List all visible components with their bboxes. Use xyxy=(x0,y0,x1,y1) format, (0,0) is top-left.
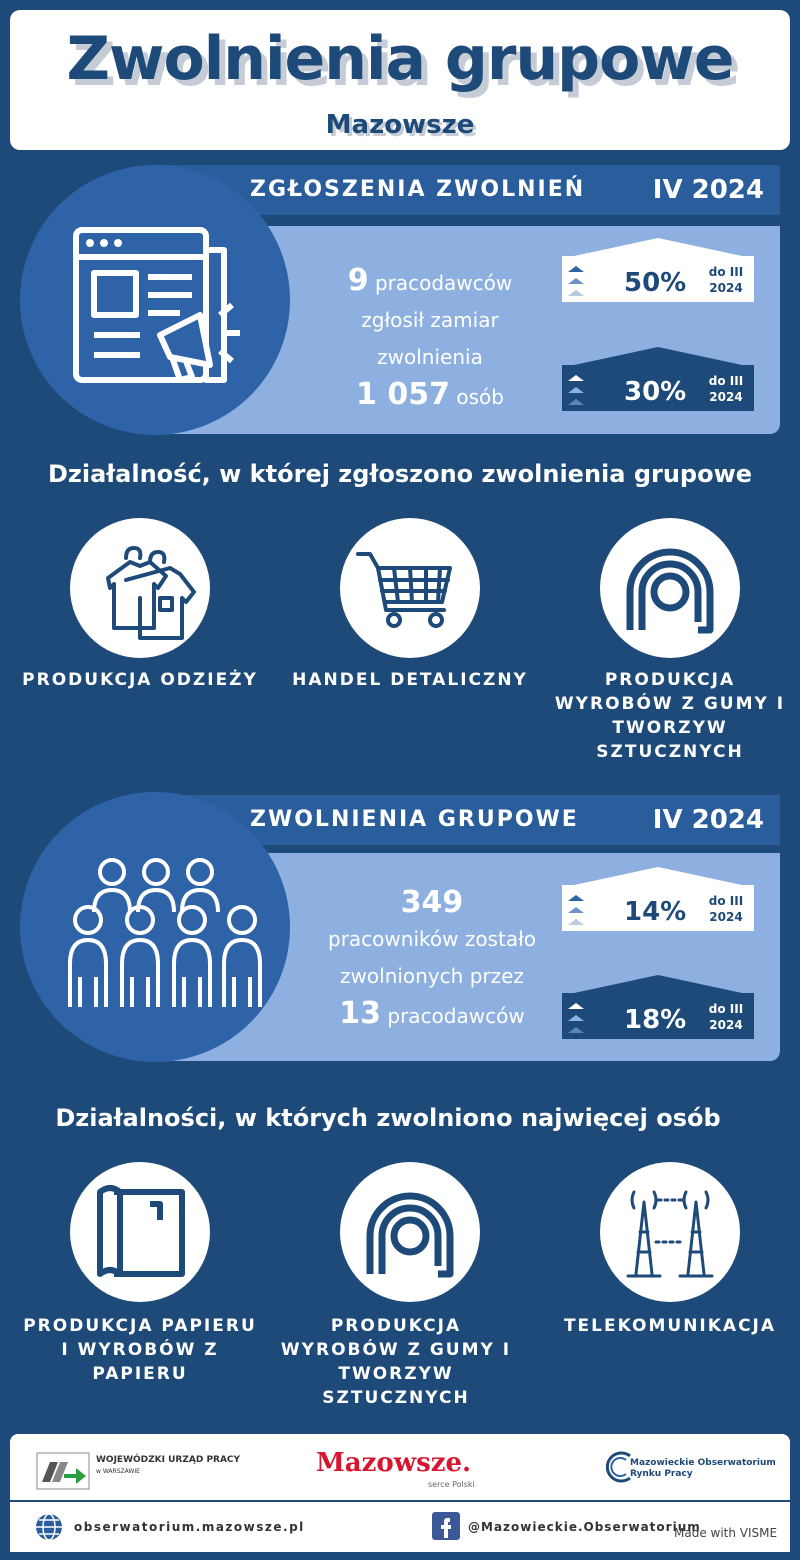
change-value: 18% xyxy=(624,1005,687,1035)
mor-name-2: Rynku Pracy xyxy=(630,1469,693,1479)
telecom-towers-icon xyxy=(600,1162,740,1302)
change-ref-line1: do III xyxy=(708,374,744,388)
page-subtitle: Mazowsze xyxy=(325,110,475,140)
facebook-link[interactable]: @Mazowieckie.Obserwatorium xyxy=(468,1520,701,1534)
section1-title: ZGŁOSZENIA ZWOLNIEŃ xyxy=(250,177,586,202)
activity-circle xyxy=(340,518,480,658)
activity-circle xyxy=(70,1162,210,1302)
stat-line2: pracowników zostało xyxy=(328,927,536,951)
mor-name: Mazowieckie Obserwatorium xyxy=(630,1458,776,1468)
change-chip-employers xyxy=(562,975,754,1039)
section1-circle xyxy=(20,165,290,435)
change-ref-line2: 2024 xyxy=(709,390,743,404)
facebook-icon[interactable] xyxy=(432,1512,460,1540)
change-value: 30% xyxy=(624,377,687,407)
change-ref-line2: 2024 xyxy=(709,1018,743,1032)
stat-line3: zwolnionych przez xyxy=(340,964,524,988)
employers-text: pracodawców xyxy=(374,271,513,295)
stat-line2: zgłosił zamiar xyxy=(361,308,499,332)
tape-roll-icon xyxy=(340,1162,480,1302)
activity-circle xyxy=(70,518,210,658)
change-chip-persons xyxy=(562,347,754,411)
change-ref-line1: do III xyxy=(708,894,744,908)
persons-text: osób xyxy=(456,385,504,409)
activity-label: TELEKOMUNIKACJA xyxy=(563,1316,777,1336)
persons-count: 1 057 xyxy=(356,377,450,412)
section1-stat xyxy=(305,262,555,416)
employers-count: 13 xyxy=(339,996,382,1031)
page-title: Zwolnienia grupowe xyxy=(66,24,734,94)
mazowsze-logo: Mazowsze. xyxy=(316,1448,472,1478)
people-group-icon xyxy=(20,792,290,1062)
activity-circle xyxy=(600,518,740,658)
footer-logos xyxy=(10,1434,790,1500)
activity-circle xyxy=(340,1162,480,1302)
wup-logo-icon xyxy=(36,1452,90,1492)
change-chip-workers xyxy=(562,867,754,931)
section2-period: IV 2024 xyxy=(652,805,764,835)
change-ref-line1: do III xyxy=(708,1002,744,1016)
change-ref-line2: 2024 xyxy=(709,281,743,295)
activities2-heading: Działalności, w których zwolniono najwięcej osób xyxy=(55,1104,721,1132)
employers-count: 9 xyxy=(347,263,369,298)
globe-icon xyxy=(34,1512,64,1542)
activity-circle xyxy=(600,1162,740,1302)
paper-roll-icon xyxy=(70,1162,210,1302)
mazowsze-tagline: serce Polski xyxy=(428,1480,475,1489)
clothes-hangers-icon xyxy=(70,518,210,658)
employers-text: pracodawców xyxy=(387,1004,525,1028)
workers-count: 349 xyxy=(400,885,464,920)
section2-stat xyxy=(302,884,562,1035)
change-value: 14% xyxy=(624,897,687,927)
shopping-cart-icon xyxy=(340,518,480,658)
activity-label: PRODUKCJA ODZIEŻY xyxy=(22,670,258,690)
section2-title: ZWOLNIENIA GRUPOWE xyxy=(250,807,579,832)
activity-label: PRODUKCJA WYROBÓW Z GUMY I TWORZYW SZTUCZNYCH xyxy=(280,1316,512,1408)
activity-label: PRODUKCJA PAPIERU I WYROBÓW Z PAPIERU xyxy=(23,1316,257,1384)
activity-label: PRODUKCJA WYROBÓW Z GUMY I TWORZYW SZTUCZNYCH xyxy=(554,670,786,762)
stat-line3: zwolnienia xyxy=(377,345,483,369)
website-link[interactable]: obserwatorium.mazowsze.pl xyxy=(74,1520,305,1534)
header xyxy=(10,10,790,150)
change-chip-notices xyxy=(562,238,754,302)
newspaper-megaphone-icon xyxy=(20,165,290,435)
change-ref-line1: do III xyxy=(708,265,744,279)
section2-circle xyxy=(20,792,290,1062)
activities1-heading: Działalność, w której zgłoszono zwolnienia grupowe xyxy=(47,460,753,488)
section1-period: IV 2024 xyxy=(652,175,764,205)
footer-links xyxy=(10,1502,790,1552)
change-value: 50% xyxy=(624,268,687,298)
activity-label: HANDEL DETALICZNY xyxy=(292,670,528,690)
made-with-visme: Made with VISME xyxy=(674,1526,778,1540)
tape-roll-icon xyxy=(600,518,740,658)
change-ref-line2: 2024 xyxy=(709,910,743,924)
wup-name: WOJEWÓDZKI URZĄD PRACY xyxy=(96,1455,241,1465)
wup-city: w WARSZAWIE xyxy=(96,1468,140,1475)
